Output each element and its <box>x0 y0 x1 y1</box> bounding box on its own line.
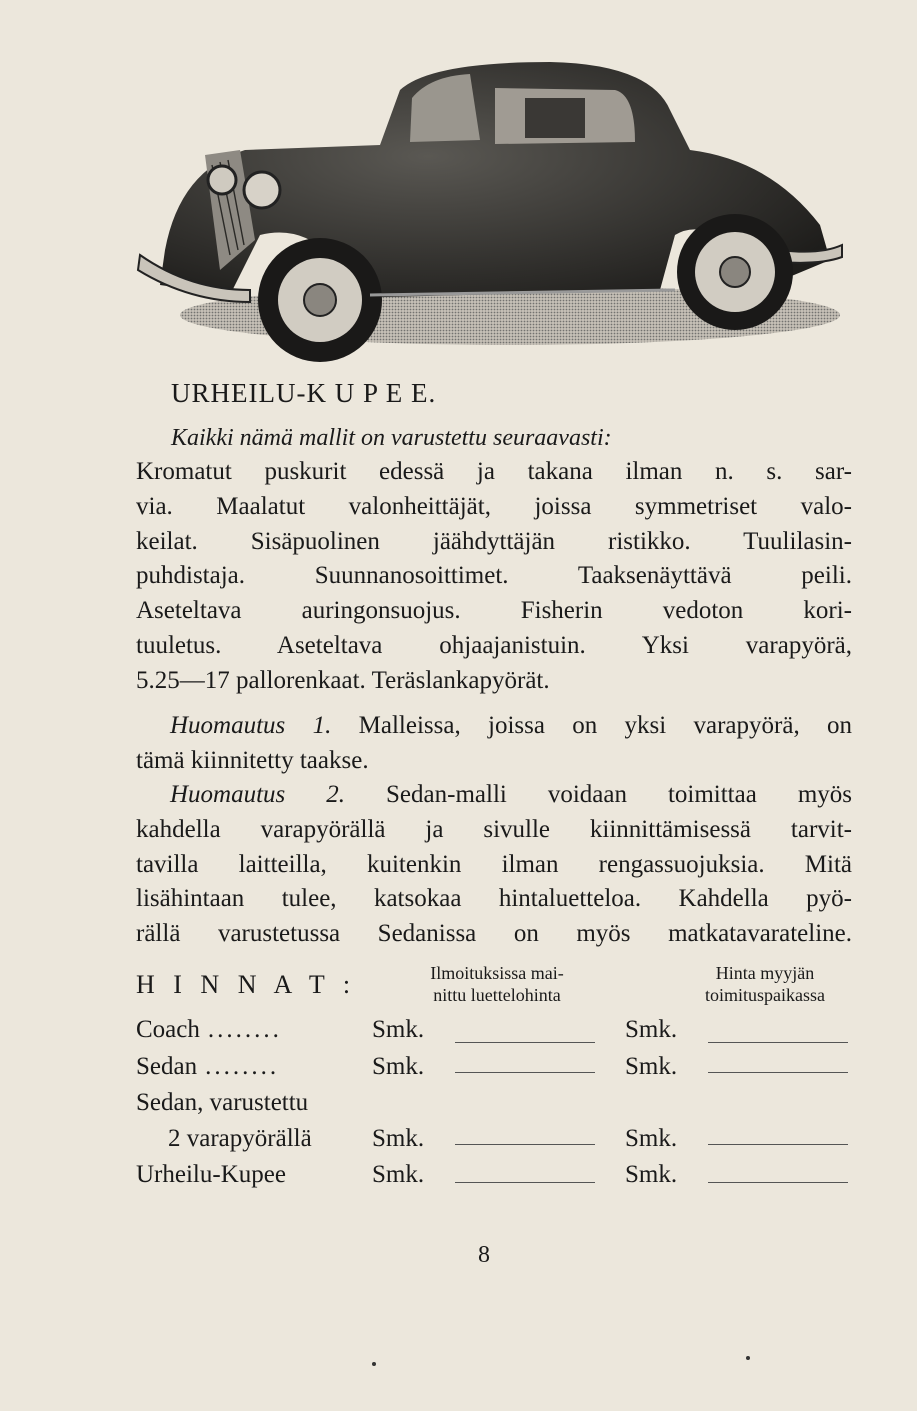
equipment-line: Aseteltava auringonsuojus. Fisherin vedoton kori- <box>136 597 852 625</box>
price-row-label <box>136 1053 279 1081</box>
row-label: Sedan <box>136 1053 198 1080</box>
print-speck <box>372 1362 376 1366</box>
print-speck <box>746 1356 750 1360</box>
intro-line: Kaikki nämä mallit on varustettu seuraavasti: <box>171 425 612 451</box>
price-blank <box>455 1144 595 1145</box>
price-blank <box>455 1182 595 1183</box>
note-line: tämä kiinnitetty taakse. <box>136 746 369 774</box>
price-blank <box>708 1144 848 1145</box>
price-blank <box>708 1072 848 1073</box>
prices-heading: H I N N A T : <box>136 970 357 999</box>
column-header-line: nittu luettelohinta <box>433 985 561 1005</box>
equipment-paragraph <box>136 455 852 699</box>
currency-label: Smk. <box>625 1125 678 1152</box>
dealer-price-column-header <box>665 962 865 1006</box>
model-heading: URHEILU-K U P E E. <box>171 378 437 408</box>
note-1-text: Malleissa, joissa on yksi varapyörä, on <box>358 712 852 739</box>
equipment-line: tuuletus. Aseteltava ohjaajanistuin. Yksi varapyörä, <box>136 631 852 659</box>
currency-label: Smk. <box>372 1053 425 1080</box>
equipment-line: keilat. Sisäpuolinen jäähdyttäjän ristikko. Tuulilasin- <box>136 527 852 555</box>
price-row-label <box>168 1125 312 1153</box>
equipment-line: 5.25—17 pallorenkaat. Teräslankapyörät. <box>136 666 550 694</box>
column-header-line: Hinta myyjän <box>715 963 815 983</box>
price-blank <box>455 1042 595 1043</box>
currency-label: Smk. <box>625 1016 678 1043</box>
equipment-line: puhdistaja. Suunnanosoittimet. Taaksenäyttävä peili. <box>136 562 852 590</box>
note-line: rällä varustetussa Sedanissa on myös matkatavarateline. <box>136 920 852 948</box>
price-blank <box>455 1072 595 1073</box>
note-2-label: Huomautus 2. <box>170 781 346 808</box>
row-label: Urheilu-Kupee <box>136 1161 286 1188</box>
note-line <box>136 709 852 744</box>
page-number: 8 <box>478 1242 490 1268</box>
note-line: tavilla laitteilla, kuitenkin ilman rengassuojuksia. Mitä <box>136 850 852 878</box>
currency-label: Smk. <box>625 1161 678 1188</box>
column-header-line: Ilmoituksissa mai- <box>430 963 564 983</box>
price-row-label <box>136 1016 282 1044</box>
price-blank <box>708 1042 848 1043</box>
column-header-line: toimituspaikassa <box>705 985 825 1005</box>
note-2-paragraph <box>136 778 852 952</box>
price-row-label <box>136 1089 308 1117</box>
row-label: 2 varapyörällä <box>168 1125 312 1152</box>
currency-label: Smk. <box>372 1161 425 1188</box>
price-row-label <box>136 1161 286 1189</box>
list-price-column-header <box>382 962 612 1006</box>
note-line: lisähintaan tulee, katsokaa hintaluetteloa. Kahdella pyö- <box>136 885 852 913</box>
currency-label: Smk. <box>372 1125 425 1152</box>
row-dots: ........ <box>205 1053 280 1080</box>
car-photo <box>130 50 850 370</box>
currency-label: Smk. <box>372 1016 425 1043</box>
note-1-paragraph <box>136 709 852 779</box>
note-line: kahdella varapyörällä ja sivulle kiinnittämisessä tarvit- <box>136 815 852 843</box>
note-1-label: Huomautus 1. <box>170 712 332 739</box>
equipment-line: Kromatut puskurit edessä ja takana ilman n. s. sar- <box>136 458 852 485</box>
row-label: Sedan, varustettu <box>136 1089 309 1116</box>
row-label: Coach <box>136 1016 200 1043</box>
note-2-text: Sedan-malli voidaan toimittaa myös <box>386 781 852 808</box>
equipment-line: via. Maalatut valonheittäjät, joissa symmetriset valo- <box>136 492 852 520</box>
row-dots: ........ <box>207 1016 282 1043</box>
note-line <box>136 778 852 813</box>
currency-label: Smk. <box>625 1053 678 1080</box>
price-blank <box>708 1182 848 1183</box>
